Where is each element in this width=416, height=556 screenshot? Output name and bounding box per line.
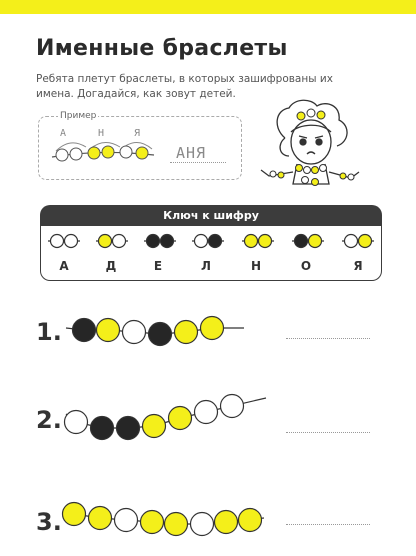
bead-white [65, 411, 88, 434]
bead-yellow [201, 317, 224, 340]
bead-white [221, 395, 244, 418]
example-label: Пример [60, 111, 97, 121]
bead-white [195, 401, 218, 424]
key-letter: Е [153, 259, 163, 273]
bead-white [113, 235, 126, 248]
bead-black [149, 323, 172, 346]
bead-white [123, 321, 146, 344]
answer-line-1[interactable] [286, 338, 370, 339]
bead-black [209, 235, 222, 248]
bead-yellow [245, 235, 258, 248]
task-bracelet-2 [62, 392, 252, 442]
key-letter: Я [353, 259, 363, 273]
key-letter: Л [201, 259, 211, 273]
bead-yellow [165, 513, 188, 536]
example-bracelet [50, 135, 160, 169]
key-letter: Д [105, 259, 117, 273]
task-number-1: 1. [36, 318, 62, 346]
intro-text: Ребята плетут браслеты, в которых зашифрованы их имена. Догадайся, как зовут детей. [36, 73, 333, 100]
key-letter: А [59, 259, 69, 273]
cipher-key-header: Ключ к шифру [40, 205, 382, 226]
cipher-key-pairs [40, 228, 382, 254]
bead-black [117, 417, 140, 440]
bead-black [161, 235, 174, 248]
bead-yellow [259, 235, 272, 248]
bead-yellow [215, 511, 238, 534]
key-letter: Н [250, 259, 262, 273]
bead-yellow [169, 407, 192, 430]
answer-line-2[interactable] [286, 432, 370, 433]
bead-white [345, 235, 358, 248]
bead-yellow [89, 507, 112, 530]
bead-yellow [175, 321, 198, 344]
key-letter: О [300, 259, 312, 273]
bead-black [91, 417, 114, 440]
bead-yellow [97, 319, 120, 342]
task-bracelet-3 [62, 498, 272, 538]
girl-illustration [255, 98, 365, 206]
example-answer-line [170, 162, 226, 163]
bead-white [195, 235, 208, 248]
bead-yellow [309, 235, 322, 248]
bead-yellow [99, 235, 112, 248]
page-title: Именные браслеты [36, 36, 288, 61]
answer-line-3[interactable] [286, 524, 370, 525]
task-bracelet-1 [62, 310, 252, 350]
top-accent-bar [0, 0, 416, 14]
bead-black [147, 235, 160, 248]
bead-white [51, 235, 64, 248]
bead-yellow [63, 503, 86, 526]
bead-yellow [141, 511, 164, 534]
example-letter: А [60, 128, 67, 139]
bead-white [65, 235, 78, 248]
example-answer: АНЯ [176, 144, 207, 162]
bead-white [115, 509, 138, 532]
bead-white [191, 513, 214, 536]
bead-yellow [359, 235, 372, 248]
example-letter: Я [134, 128, 141, 139]
example-letter: Н [98, 128, 105, 139]
task-number-2: 2. [36, 406, 62, 434]
task-number-3: 3. [36, 508, 62, 536]
bead-black [73, 319, 96, 342]
bead-yellow [239, 509, 262, 532]
bead-yellow [143, 415, 166, 438]
bead-black [295, 235, 308, 248]
